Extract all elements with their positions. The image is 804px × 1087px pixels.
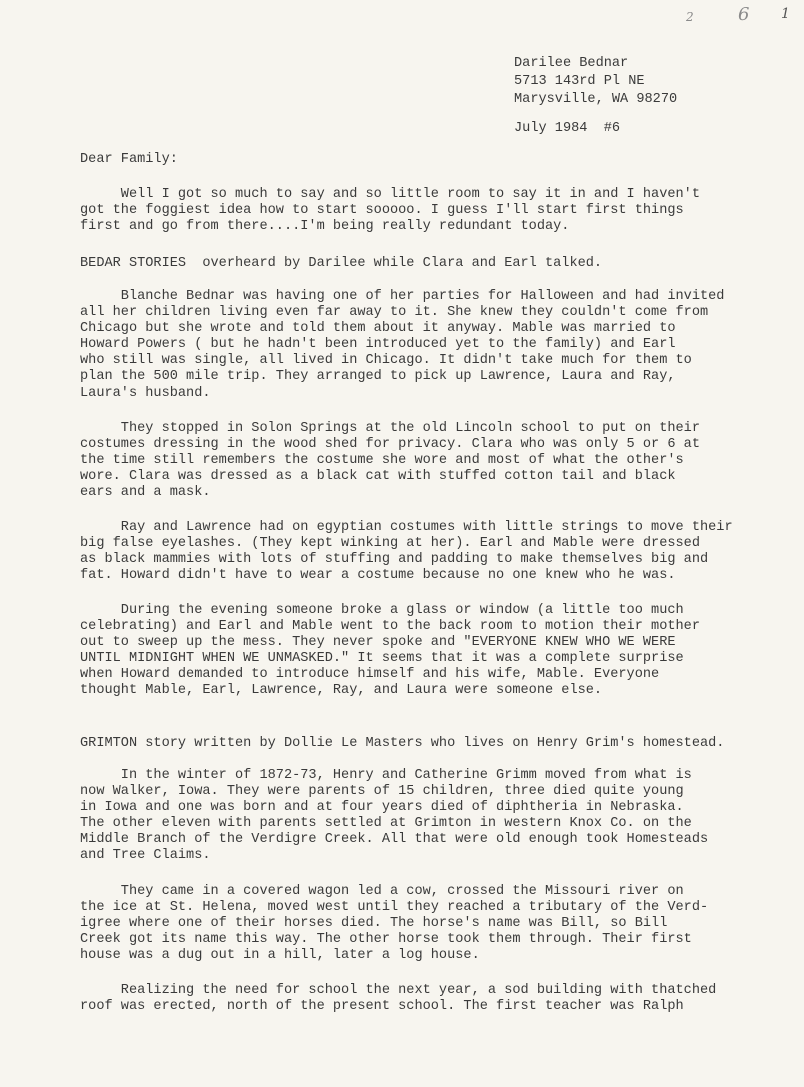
text-line: Chicago but she wrote and told them about it anyway. Mable was married to [80,321,676,337]
text-line: in Iowa and one was born and at four years died of diphtheria in Nebraska. [80,800,684,816]
salutation: Dear Family: [80,152,178,167]
paragraph-intro [80,187,770,235]
text-line: who still was single, all lived in Chicago. It didn't take much for them to [80,353,692,369]
text-line: plan the 500 mile trip. They arranged to pick up Lawrence, Laura and Ray, [80,369,676,385]
text-line: Middle Branch of the Verdigre Creek. All that were old enough took Homesteads [80,832,709,848]
heading-grimton-story: GRIMTON story written by Dollie Le Masters who lives on Henry Grim's homestead. [80,736,725,751]
text-line: In the winter of 1872-73, Henry and Catherine Grimm moved from what is [80,768,692,783]
text-line: Laura's husband. [80,385,211,401]
sender-city: Marysville, WA 98270 [514,92,678,107]
text-line: wore. Clara was dressed as a black cat with stuffed cotton tail and black [80,469,676,485]
sender-street: 5713 143rd Pl NE [514,74,645,89]
handwritten-note-a: 2 [686,10,694,24]
paragraph-grimm-family [80,768,770,865]
text-line: Ray and Lawrence had on egyptian costumes with little strings to move their [80,520,733,535]
text-line: Howard Powers ( but he hadn't been introduced yet to the family) and Earl [80,337,676,353]
text-line: house was a dug out in a hill, later a log house. [80,948,480,964]
text-line: They came in a covered wagon led a cow, crossed the Missouri river on [80,884,684,899]
text-line: The other eleven with parents settled at Grimton in western Knox Co. on the [80,816,692,832]
text-line: and Tree Claims. [80,848,211,864]
text-line: out to sweep up the mess. They never spoke and "EVERYONE KNEW WHO WE WERE [80,635,676,651]
text-line: Realizing the need for school the next year, a sod building with thatched [80,983,717,998]
paragraph-unmasking [80,603,770,700]
text-line: During the evening someone broke a glass or window (a little too much [80,603,684,618]
text-line: first and go from there....I'm being really redundant today. [80,219,570,235]
paragraph-covered-wagon [80,884,770,964]
text-line: ears and a mask. [80,485,211,501]
letter-date: July 1984 #6 [514,121,621,136]
paragraph-egyptian-costumes [80,520,770,584]
text-line: Creek got its name this way. The other horse took them through. Their first [80,932,692,948]
text-line: UNTIL MIDNIGHT WHEN WE UNMASKED." It seems that it was a complete surprise [80,651,684,667]
paragraph-school [80,983,770,1015]
text-line: all her children living even far away to it. She knew they couldn't come from [80,305,709,321]
handwritten-note-c: 1 [781,6,790,22]
handwritten-note-b: 6 [738,4,750,25]
text-line: now Walker, Iowa. They were parents of 15 children, three died quite young [80,784,684,800]
text-line: Well I got so much to say and so little room to say it in and I haven't [80,187,700,202]
text-line: the time still remembers the costume she wore and most of what the other's [80,453,684,469]
sender-name: Darilee Bednar [514,56,629,71]
text-line: the ice at St. Helena, moved west until they reached a tributary of the Verd- [80,900,709,916]
text-line: when Howard demanded to introduce himself and his wife, Mable. Everyone [80,667,660,683]
text-line: celebrating) and Earl and Mable went to the back room to motion their mother [80,619,700,635]
heading-bedar-stories: BEDAR STORIES overheard by Darilee while Clara and Earl talked. [80,256,603,271]
text-line: costumes dressing in the wood shed for privacy. Clara who was only 5 or 6 at [80,437,700,453]
paragraph-costumes [80,421,770,501]
text-line: big false eyelashes. (They kept winking at her). Earl and Mable were dressed [80,536,700,552]
paragraph-halloween-party [80,289,770,402]
text-line: thought Mable, Earl, Lawrence, Ray, and Laura were someone else. [80,683,603,699]
text-line: igree where one of their horses died. The horse's name was Bill, so Bill [80,916,668,932]
text-line: as black mammies with lots of stuffing and padding to make themselves big and [80,552,709,568]
text-line: roof was erected, north of the present school. The first teacher was Ralph [80,999,684,1015]
text-line: Blanche Bednar was having one of her parties for Halloween and had invited [80,289,725,304]
text-line: got the foggiest idea how to start sooooo. I guess I'll start first things [80,203,684,219]
text-line: They stopped in Solon Springs at the old Lincoln school to put on their [80,421,700,436]
text-line: fat. Howard didn't have to wear a costume because no one knew who he was. [80,568,676,584]
sender-address [514,55,677,109]
